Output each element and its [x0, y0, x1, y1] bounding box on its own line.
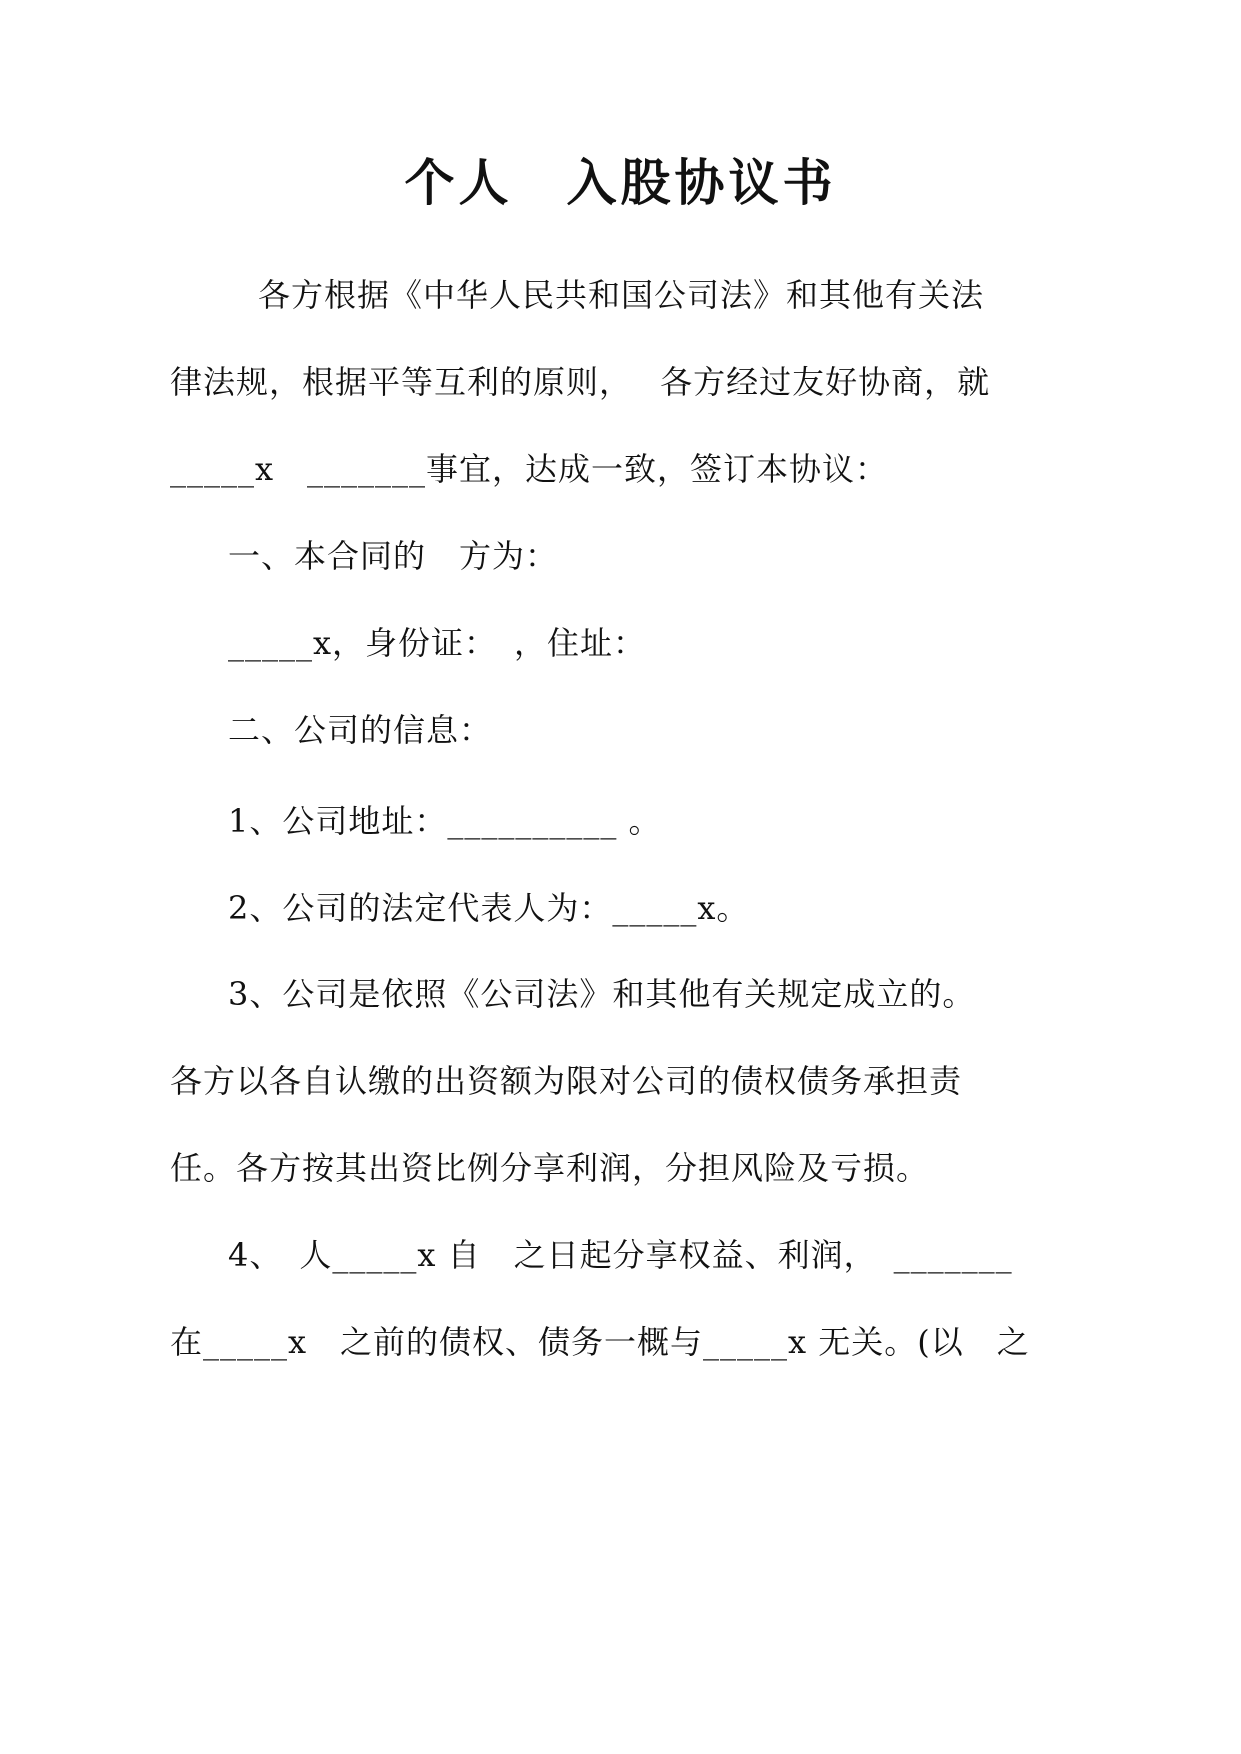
document-title: 个人 入股协议书 — [404, 153, 837, 212]
section-heading: 二、公司的信息： — [228, 711, 493, 749]
paragraph-line: 在_____x 之前的债权、债务一概与_____x 无关。(以 之 — [170, 1323, 1030, 1361]
list-item: 2、公司的法定代表人为：_____x。 — [228, 889, 750, 927]
paragraph-line: _____x _______事宜，达成一致，签订本协议： — [170, 450, 889, 488]
paragraph-line: 各方根据《中华人民共和国公司法》和其他有关法 — [258, 276, 985, 314]
paragraph-line: 各方以各自认缴的出资额为限对公司的债权债务承担责 — [170, 1062, 963, 1100]
list-item: 1、公司地址：__________ 。 — [228, 802, 662, 840]
list-item: 3、公司是依照《公司法》和其他有关规定成立的。 — [228, 975, 976, 1013]
paragraph-line: 任。各方按其出资比例分享利润，分担风险及亏损。 — [170, 1149, 930, 1187]
list-item: 4、 人_____x 自 之日起分享权益、利润， _______ — [228, 1236, 1013, 1274]
paragraph-line: _____x，身份证： ，住址： — [228, 624, 647, 662]
paragraph-line: 律法规，根据平等互利的原则， 各方经过友好协商，就 — [170, 363, 991, 401]
section-heading: 一、本合同的 方为： — [228, 537, 559, 575]
